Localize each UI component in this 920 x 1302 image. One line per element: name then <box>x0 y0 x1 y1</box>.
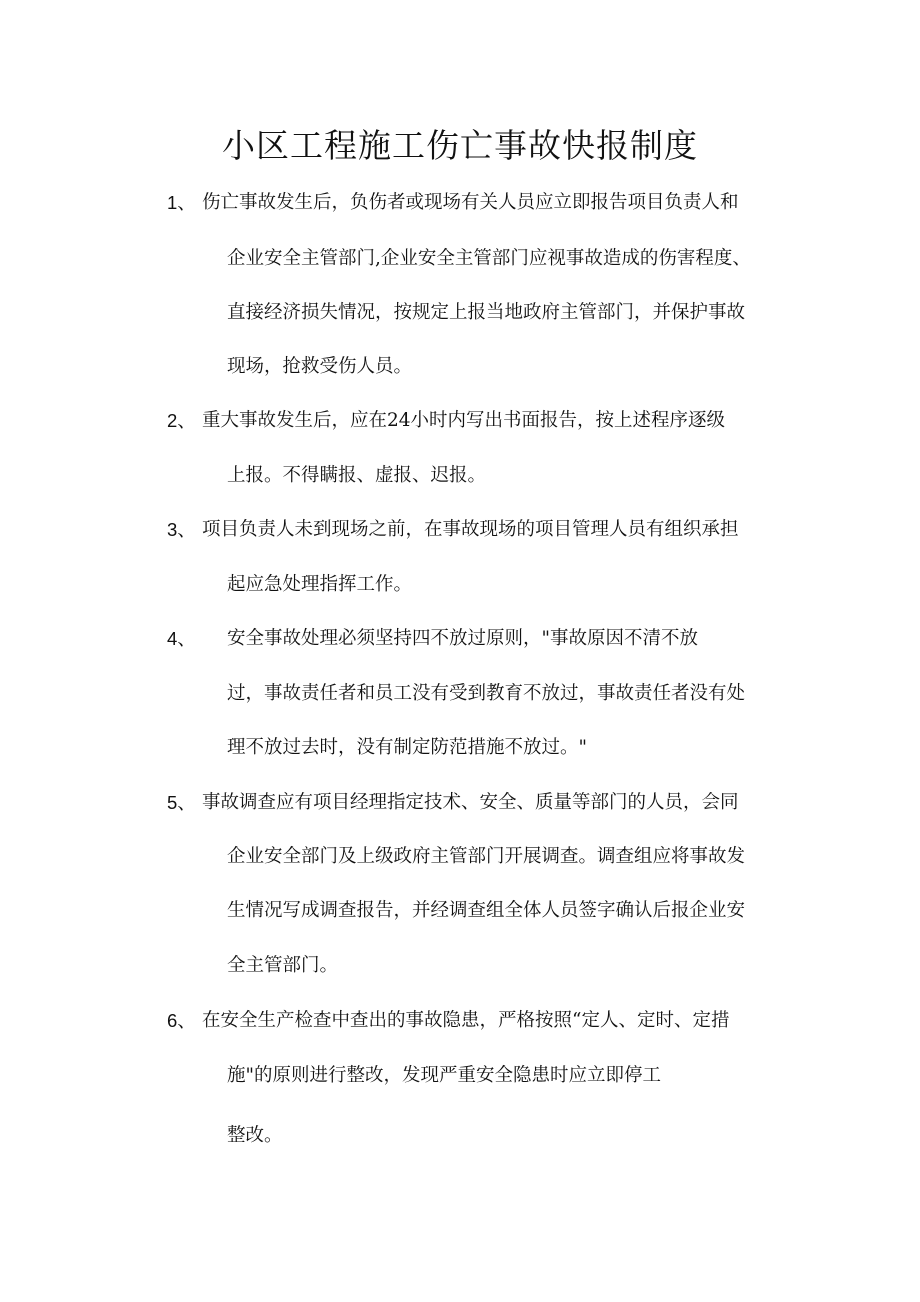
item-number: 5、 <box>167 792 196 813</box>
item-line: 理不放过去时，没有制定防范措施不放过。" <box>227 737 588 758</box>
item-line: 现场，抢救受伤人员。 <box>227 356 413 377</box>
item-line: 全主管部门。 <box>227 955 339 976</box>
item-line: 起应急处理指挥工作。 <box>227 574 413 595</box>
item-line: 上报。不得瞒报、虚报、迟报。 <box>227 465 487 486</box>
item-number: 1、 <box>167 192 196 213</box>
item-line: 生情况写成调查报告，并经调查组全体人员签字确认后报企业安 <box>227 900 746 921</box>
item-line: 在安全生产检查中查出的事故隐患，严格按照“定人、定时、定措 <box>202 1010 730 1031</box>
item-number: 6、 <box>167 1010 196 1031</box>
item-line: 企业安全主管部门,企业安全主管部门应视事故造成的伤害程度、 <box>227 248 751 269</box>
item-line: 直接经济损失情况，按规定上报当地政府主管部门，并保护事故 <box>227 302 746 323</box>
document-title: 小区工程施工伤亡事故快报制度 <box>222 126 698 165</box>
item-line: 安全事故处理必须坚持四不放过原则，"事故原因不清不放 <box>227 628 699 649</box>
item-line: 项目负责人未到现场之前，在事故现场的项目管理人员有组织承担 <box>202 519 739 540</box>
item-number: 3、 <box>167 519 196 540</box>
item-line: 企业安全部门及上级政府主管部门开展调查。调查组应将事故发 <box>227 846 746 867</box>
item-line: 事故调查应有项目经理指定技术、安全、质量等部门的人员，会同 <box>202 792 739 813</box>
item-line: 过，事故责任者和员工没有受到教育不放过，事故责任者没有处 <box>227 683 746 704</box>
item-line: 整改。 <box>227 1125 283 1146</box>
item-number: 4、 <box>167 628 196 649</box>
item-line: 伤亡事故发生后，负伤者或现场有关人员应立即报告项目负责人和 <box>202 192 739 213</box>
item-number: 2、 <box>167 410 196 431</box>
item-line: 重大事故发生后，应在24小时内写出书面报告，按上述程序逐级 <box>202 410 726 431</box>
item-line: 施"的原则进行整改，发现严重安全隐患时应立即停工 <box>227 1065 662 1086</box>
